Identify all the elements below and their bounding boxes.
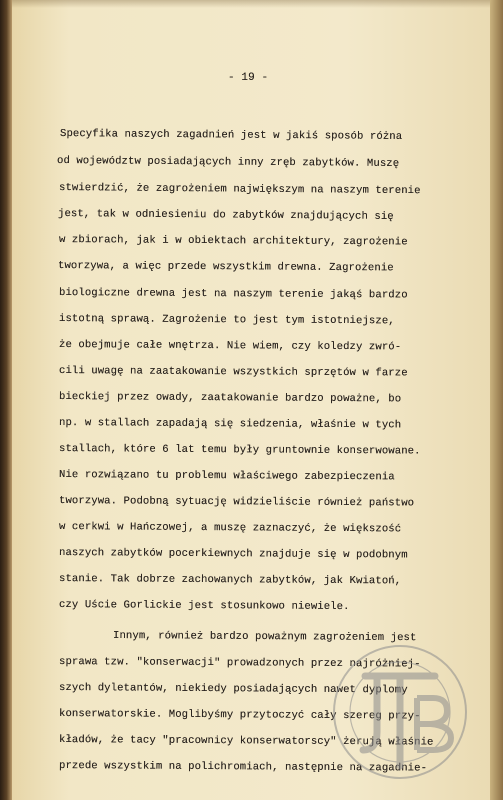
text-line: tworzywa, a więc przede wszystkim drewna. Zagrożenie (57, 260, 394, 275)
text-line: w cerkwi w Hańczowej, a muszę zaznaczyć, że większość (58, 521, 402, 536)
text-line: istotną sprawą. Zagrożenie to jest tym istotniejsze, (58, 313, 395, 328)
text-line: Innym, również bardzo poważnym zagrożeniem jest (112, 630, 417, 645)
collection-stamp-watermark (325, 640, 475, 785)
text-line: stallach, które 6 lat temu były gruntownie konserwowane. (58, 443, 421, 458)
page-number: - 19 - (228, 72, 269, 84)
book-binding-edge (0, 0, 12, 800)
text-line: Nie rozwiązano tu problemu właściwego zabezpieczenia (58, 469, 395, 484)
text-line: stwierdzić, że zagrożeniem największym na naszym terenie (58, 182, 421, 198)
text-line: biologiczne drewna jest na naszym terenie jakąś bardzo (58, 287, 408, 302)
text-line: od województw posiadających inny zręb zabytków. Muszę (56, 155, 400, 170)
text-line: tworzywa. Podobną sytuację widzieliście również państwo (58, 495, 415, 510)
text-line: kładów, że tacy "pracownicy konserwatorscy" żerują właśnie (58, 734, 434, 749)
text-line: naszych zabytków pocerkiewnych znajduje się w podobnym (58, 547, 408, 562)
text-line: stanie. Tak dobrze zachowanych zabytków, jak Kwiatoń, (58, 573, 402, 588)
stamp-monogram-icon (325, 640, 475, 785)
text-line: bieckiej przez owady, zaatakowanie bardzo poważne, bo (58, 391, 402, 406)
page-fore-edge (490, 0, 503, 800)
text-line: w zbiorach, jak i w obiektach architektury, zagrożenie (58, 234, 408, 249)
text-line: sprawa tzw. "konserwacji" prowadzonych przez najróżniej- (58, 656, 421, 671)
page-top-shadow (12, 0, 490, 8)
text-line: jest, tak w odniesieniu do zabytków znajdujących się (57, 208, 394, 223)
text-line: szych dyletantów, niekiedy posiadających nawet dyplomy (58, 682, 408, 697)
text-line: że obejmuje całe wnętrza. Nie wiem, czy koledzy zwró- (58, 339, 402, 354)
text-line: przede wszystkim na polichromiach, następnie na zagadnie- (58, 760, 428, 775)
text-line: np. w stallach zapadają się siedzenia, właśnie w tych (58, 417, 402, 432)
text-line: konserwatorskie. Moglibyśmy przytoczyć cały szereg przy- (58, 708, 421, 723)
text-line: czy Uście Gorlickie jest stosunkowo niewiele. (58, 599, 350, 614)
text-line: cili uwagę na zaatakowanie wszystkich sprzętów w farze (58, 365, 408, 380)
text-line: Specyfika naszych zagadnień jest w jakiś sposób różna (59, 128, 403, 143)
